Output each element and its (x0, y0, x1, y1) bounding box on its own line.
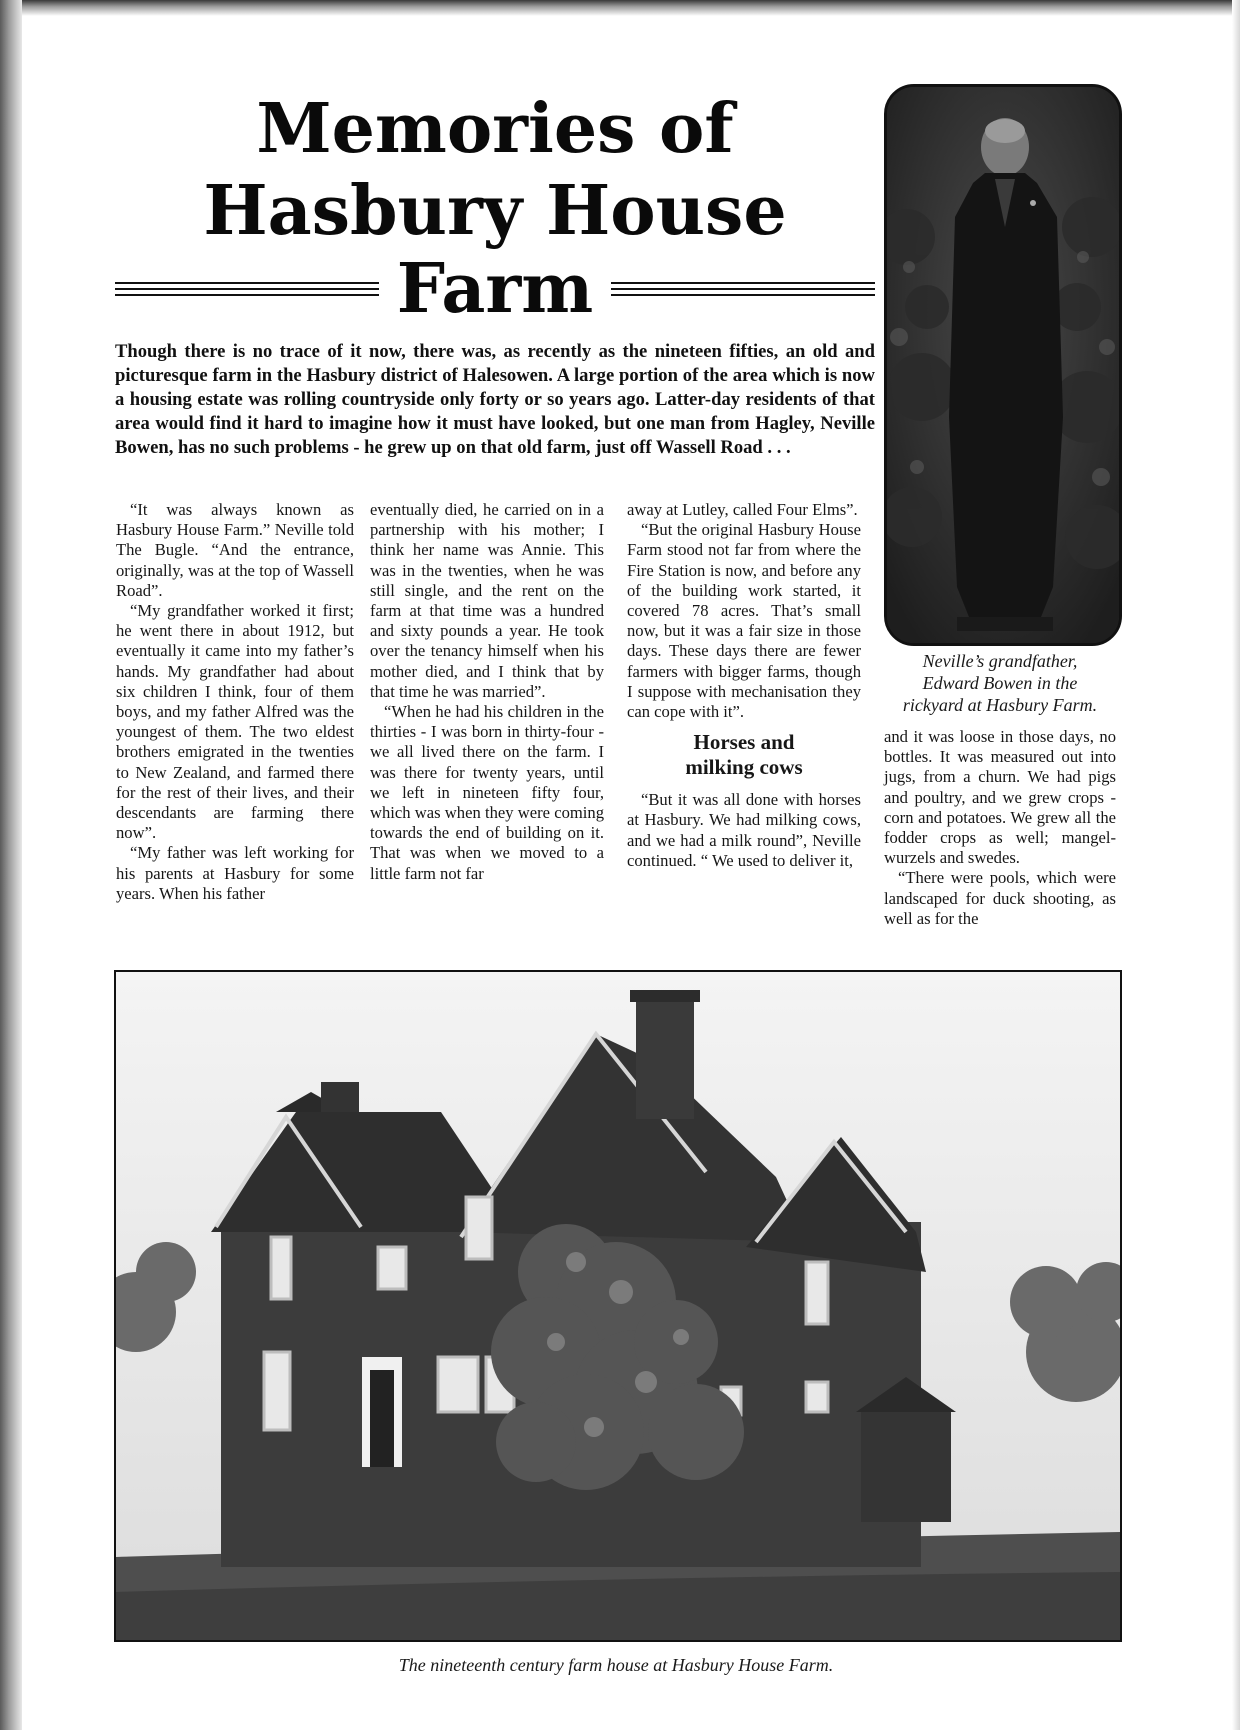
portrait-caption-line-2: Edward Bowen in the (922, 673, 1078, 693)
title-rule-row (115, 248, 875, 330)
body-paragraph: away at Lutley, called Four Elms”. (627, 500, 858, 519)
portrait-caption-line-1: Neville’s grandfather, (922, 651, 1078, 671)
intro-paragraph: Though there is no trace of it now, there was, as recently as the nineteen fifties, an old and picturesque farm in the Hasbury district of Halesowen. A large portion of the area which is now a housing estate was rolling countryside only forty or so years ago. Latter-day residents of that area would find it hard to imagine how it must have looked, but one man from Hagley, Neville Bowen, has no such problems - he grew up on that old farm, just off Wassell Road . . . (115, 341, 875, 458)
page-shadow-top (0, 0, 1240, 16)
farmhouse-photo-image (116, 972, 1120, 1640)
body-column-4 (884, 727, 1116, 929)
page-shadow-left (0, 0, 22, 1730)
section-subheading (627, 730, 861, 780)
farmhouse-photo (114, 970, 1122, 1642)
portrait-photo (884, 84, 1122, 646)
body-paragraph: and it was loose in those days, no bottles. It was measured out into jugs, from a churn. We had pigs and poultry, and we grew crops - corn and potatoes. We grew all the fodder crops as well; mangel-wurzels and swedes. (884, 727, 1116, 868)
title-line-2: Hasbury House (203, 171, 787, 251)
subheading-line-1: Horses and (693, 730, 795, 755)
decorative-rule-left (115, 282, 379, 296)
decorative-rule-right (611, 282, 875, 296)
body-paragraph: eventually died, he carried on in a partnership with his mother; I think her name was Annie. This was in the twenties, when he was still single, and the rent on the farm at that time was a hundred and sixty pounds a year. He took over the tenancy himself when his mother died, and I think that by that time he was married”. (370, 500, 604, 701)
title-line-3: Farm (396, 249, 594, 329)
body-column-1 (116, 500, 354, 904)
article-title (115, 88, 875, 252)
title-line-1: Memories of (256, 89, 734, 169)
body-paragraph: “But the original Hasbury House Farm stood not far from where the Fire Station is now, and before any of the building work started, it covered 78 acres. That’s small now, but it was a fair size in those days. These days there are fewer farmers with bigger farms, though I suppose with mechanisation they can cope with it”. (627, 520, 861, 722)
body-paragraph: “My father was left working for his parents at Hasbury for some years. When his father (116, 843, 354, 903)
subheading-line-2: milking cows (685, 755, 803, 780)
body-column-2 (370, 500, 604, 884)
body-column-3 (627, 500, 861, 871)
portrait-caption-line-3: rickyard at Hasbury Farm. (902, 695, 1098, 715)
body-paragraph: “When he had his children in the thirties - I was born in thirty-four - we all lived there on the farm. I was there for twenty years, until we left in nineteen fifty four, which was when they were coming towards the end of building on it. That was when we moved to a little farm not far (370, 702, 604, 883)
body-paragraph: “It was always known as Hasbury House Farm.” Neville told The Bugle. “And the entrance, originally, was at the top of Wassell Road”. (116, 500, 354, 600)
body-paragraph: “My grandfather worked it first; he went there in about 1912, but eventually it came into my father’s hands. My grandfather had about six children I think, four of them boys, and my father Alfred was the youngest of them. The two eldest brothers emigrated in the twenties to New Zealand, and farmed there for the rest of their lives, and their descendants are farming there now”. (116, 601, 354, 843)
page-shadow-right (1232, 0, 1240, 1730)
farmhouse-caption: The nineteenth century farm house at Hasbury House Farm. (398, 1655, 834, 1675)
portrait-caption (880, 650, 1120, 716)
portrait-photo-image (887, 87, 1119, 643)
body-paragraph: “There were pools, which were landscaped for duck shooting, as well as for the (884, 868, 1116, 928)
body-paragraph: “But it was all done with horses at Hasbury. We had milking cows, and we had a milk round”, Neville continued. “ We used to deliver it, (627, 790, 861, 870)
